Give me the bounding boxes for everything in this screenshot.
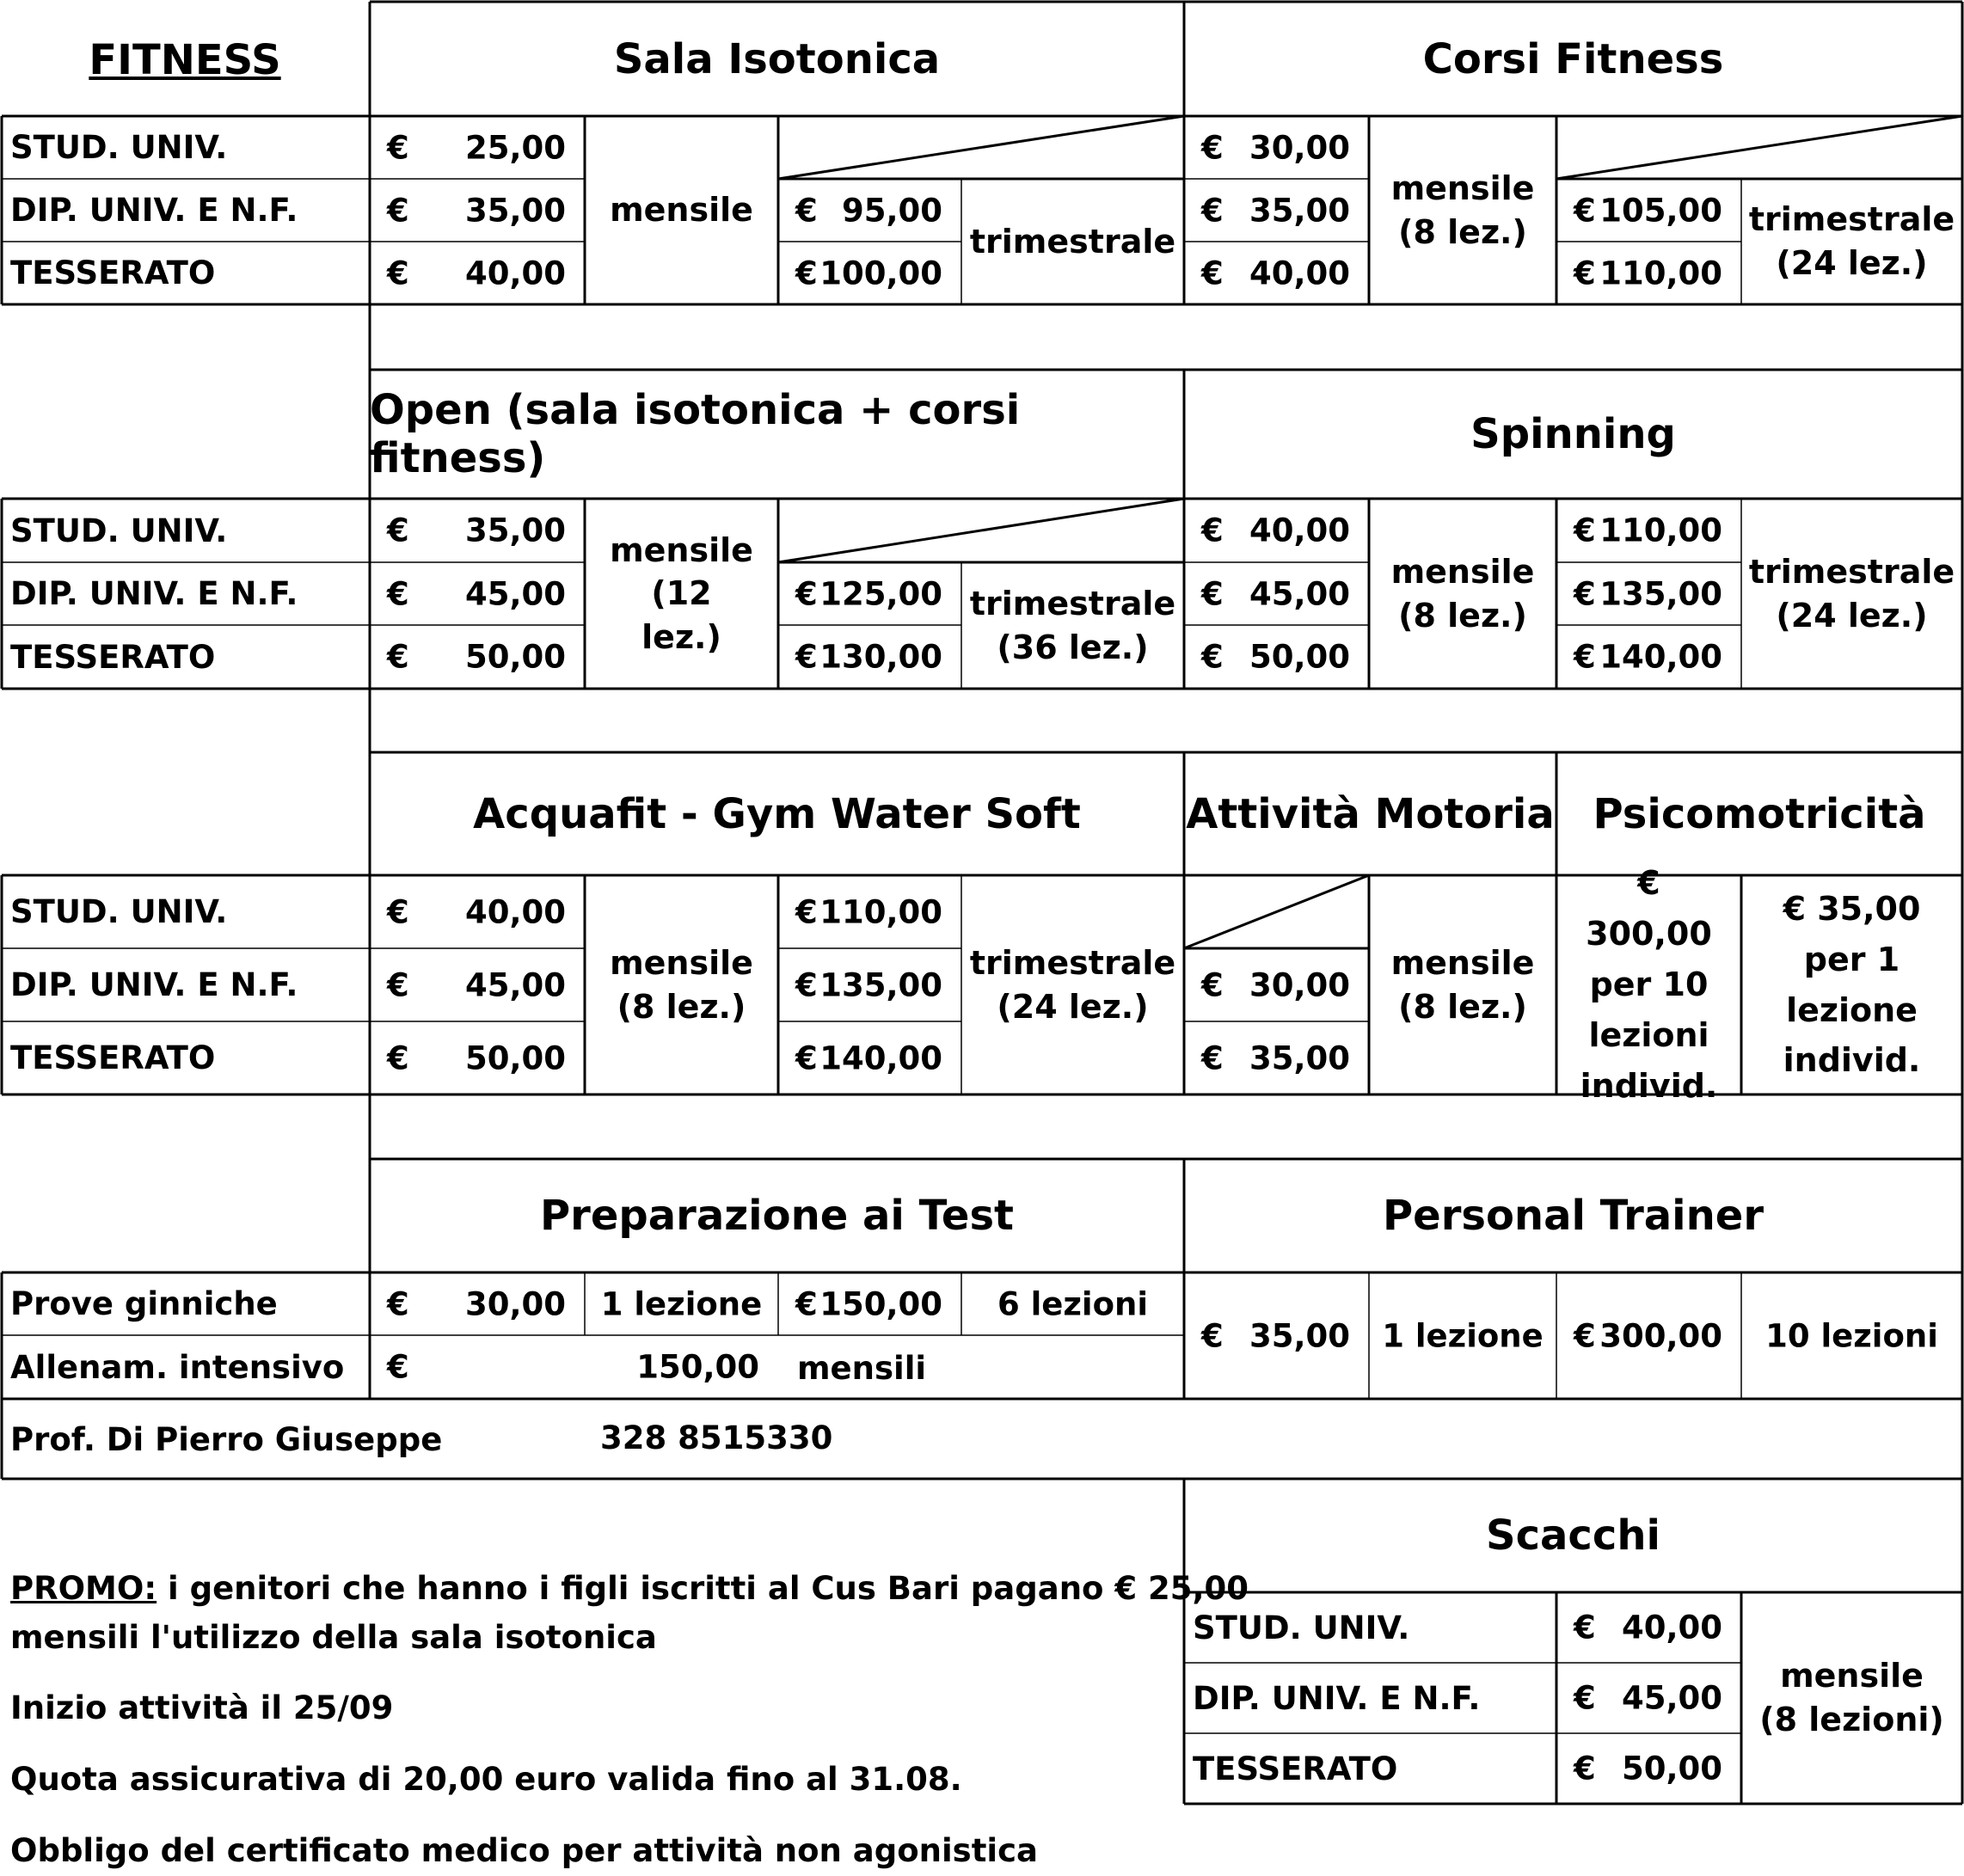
currency: € bbox=[387, 893, 409, 930]
currency: € bbox=[795, 192, 818, 229]
price-cell: € 35,00 bbox=[1201, 1317, 1350, 1354]
currency: € bbox=[1201, 192, 1224, 229]
currency: € bbox=[1574, 575, 1596, 612]
currency: € bbox=[1201, 1039, 1224, 1076]
period-label: mensile (8 lezioni) bbox=[1759, 1657, 1944, 1738]
currency: € bbox=[387, 575, 409, 612]
category-label: DIP. UNIV. E N.F. bbox=[1193, 1679, 1481, 1717]
price-cell: € 35,00 bbox=[1201, 192, 1350, 229]
price-cell: € 95,00 bbox=[795, 192, 942, 229]
currency: € bbox=[1201, 129, 1224, 166]
promo-note-line2: mensili l'utilizzo della sala isotonica bbox=[10, 1619, 657, 1656]
period-label: trimestrale (24 lez.) bbox=[969, 943, 1176, 1026]
header-preparazione: Preparazione ai Test bbox=[539, 1192, 1014, 1240]
price-cell: € 130,00 bbox=[795, 638, 942, 676]
price-cell: € 50,00 bbox=[1574, 1750, 1722, 1787]
start-note: Inizio attività il 25/09 bbox=[10, 1689, 394, 1726]
unit-cell: 6 lezioni bbox=[997, 1285, 1149, 1322]
price-cell: € 150,00 bbox=[387, 1348, 759, 1386]
psicomotricita-single: € 35,00 per 1 lezione individ. bbox=[1783, 889, 1921, 1080]
unit-cell: 1 lezione bbox=[1382, 1317, 1544, 1354]
price-cell: € 35,00 bbox=[387, 512, 566, 549]
period-label: mensile bbox=[610, 191, 753, 230]
psicomotricita-package: € 300,00 per 10 lezioni individ. bbox=[1580, 864, 1718, 1105]
price-cell: € 110,00 bbox=[1574, 254, 1722, 291]
row-label: Prove ginniche bbox=[10, 1285, 278, 1322]
promo-note: PROMO: i genitori che hanno i figli iscritti al Cus Bari pagano € 25,00 bbox=[10, 1570, 1249, 1607]
category-label: DIP. UNIV. E N.F. bbox=[10, 192, 298, 229]
currency: € bbox=[387, 1039, 409, 1076]
currency: € bbox=[387, 638, 409, 676]
currency: € bbox=[1574, 1750, 1596, 1787]
period-label: mensile (8 lez.) bbox=[1390, 169, 1535, 251]
price-cell: € 30,00 bbox=[387, 1285, 566, 1322]
currency: € bbox=[1574, 1317, 1596, 1354]
period-label: mensile (8 lez.) bbox=[1390, 552, 1535, 635]
category-label: STUD. UNIV. bbox=[10, 512, 228, 549]
header-open: Open (sala isotonica + corsi fitness) bbox=[370, 386, 1021, 482]
price-cell: € 40,00 bbox=[1201, 254, 1350, 291]
category-label: TESSERATO bbox=[10, 254, 216, 291]
price-cell: € 30,00 bbox=[1201, 966, 1350, 1003]
category-label: TESSERATO bbox=[10, 1039, 216, 1076]
medical-note: Obbligo del certificato medico per attività non agonistica bbox=[10, 1832, 1038, 1869]
currency: € bbox=[1574, 512, 1596, 549]
currency: € bbox=[1201, 575, 1224, 612]
currency: € bbox=[1574, 638, 1596, 676]
price-cell: € 35,00 bbox=[387, 192, 566, 229]
price-cell: € 110,00 bbox=[795, 893, 942, 930]
currency: € bbox=[1201, 638, 1224, 676]
category-label: DIP. UNIV. E N.F. bbox=[10, 966, 298, 1003]
price-cell: € 135,00 bbox=[1574, 575, 1722, 612]
price-cell: € 125,00 bbox=[795, 575, 942, 612]
currency: € bbox=[387, 966, 409, 1003]
currency: € bbox=[1574, 192, 1596, 229]
contact-phone: 328 8515330 bbox=[600, 1419, 833, 1456]
category-label: STUD. UNIV. bbox=[1193, 1609, 1410, 1646]
currency: € bbox=[795, 893, 818, 930]
price-cell: € 30,00 bbox=[1201, 129, 1350, 166]
category-label: STUD. UNIV. bbox=[10, 893, 228, 930]
currency: € bbox=[387, 254, 409, 291]
price-cell: € 300,00 bbox=[1574, 1317, 1722, 1354]
price-cell: € 50,00 bbox=[387, 1039, 566, 1076]
currency: € bbox=[795, 638, 818, 676]
currency: € bbox=[795, 254, 818, 291]
price-cell: € 40,00 bbox=[1201, 512, 1350, 549]
currency: € bbox=[1201, 512, 1224, 549]
header-sala-isotonica: Sala Isotonica bbox=[613, 34, 941, 83]
category-label: DIP. UNIV. E N.F. bbox=[10, 575, 298, 612]
category-label: TESSERATO bbox=[10, 638, 216, 676]
currency: € bbox=[1201, 254, 1224, 291]
period-label: mensile (8 lez.) bbox=[1390, 943, 1535, 1026]
currency: € bbox=[1201, 966, 1224, 1003]
category-label: STUD. UNIV. bbox=[10, 129, 228, 166]
row-label: Allenam. intensivo bbox=[10, 1348, 345, 1386]
currency: € bbox=[387, 1348, 409, 1386]
unit-cell: 10 lezioni bbox=[1765, 1317, 1938, 1354]
price-cell: € 105,00 bbox=[1574, 192, 1722, 229]
currency: € bbox=[1574, 254, 1596, 291]
price-cell: € 45,00 bbox=[1201, 575, 1350, 612]
header-corsi-fitness: Corsi Fitness bbox=[1422, 34, 1724, 83]
period-label: mensile (8 lez.) bbox=[610, 943, 753, 1026]
currency: € bbox=[1201, 1317, 1224, 1354]
header-personal-trainer: Personal Trainer bbox=[1382, 1192, 1765, 1240]
category-label: TESSERATO bbox=[1193, 1750, 1398, 1787]
currency: € bbox=[795, 966, 818, 1003]
currency: € bbox=[387, 192, 409, 229]
period-label: mensile (12 lez.) bbox=[610, 530, 753, 656]
price-cell: € 40,00 bbox=[387, 254, 566, 291]
period-label: trimestrale (36 lez.) bbox=[969, 584, 1176, 666]
header-attivita-motoria: Attività Motoria bbox=[1186, 789, 1555, 838]
currency: € bbox=[387, 129, 409, 166]
insurance-note: Quota assicurativa di 20,00 euro valida fino al 31.08. bbox=[10, 1761, 962, 1798]
header-psicomotricita: Psicomotricità bbox=[1593, 789, 1926, 838]
fitness-title: FITNESS bbox=[89, 36, 281, 84]
price-cell: € 25,00 bbox=[387, 129, 566, 166]
currency: € bbox=[1574, 1679, 1596, 1717]
price-cell: € 45,00 bbox=[387, 966, 566, 1003]
price-cell: € 140,00 bbox=[1574, 638, 1722, 676]
contact-name: Prof. Di Pierro Giuseppe bbox=[10, 1421, 443, 1458]
price-cell: € 35,00 bbox=[1201, 1039, 1350, 1076]
period-label: trimestrale bbox=[969, 222, 1176, 261]
price-cell: € 40,00 bbox=[1574, 1609, 1722, 1646]
price-cell: € 140,00 bbox=[795, 1039, 942, 1076]
price-cell: € 110,00 bbox=[1574, 512, 1722, 549]
price-cell: € 40,00 bbox=[387, 893, 566, 930]
price-cell: € 45,00 bbox=[1574, 1679, 1722, 1717]
price-cell: € 150,00 bbox=[795, 1285, 942, 1322]
header-spinning: Spinning bbox=[1470, 410, 1676, 458]
period-label: trimestrale (24 lez.) bbox=[1748, 552, 1955, 635]
currency: € bbox=[1574, 1609, 1596, 1646]
currency: € bbox=[795, 575, 818, 612]
price-cell: € 50,00 bbox=[387, 638, 566, 676]
currency: € bbox=[387, 512, 409, 549]
price-cell: € 45,00 bbox=[387, 575, 566, 612]
price-cell: € 50,00 bbox=[1201, 638, 1350, 676]
price-cell: € 100,00 bbox=[795, 254, 942, 291]
unit-cell: 1 lezione bbox=[600, 1285, 763, 1322]
currency: € bbox=[795, 1039, 818, 1076]
period-label: trimestrale (24 lez.) bbox=[1748, 200, 1955, 282]
currency: € bbox=[387, 1285, 409, 1322]
header-scacchi: Scacchi bbox=[1486, 1511, 1660, 1560]
price-cell: € 135,00 bbox=[795, 966, 942, 1003]
currency: € bbox=[795, 1285, 818, 1322]
unit-label: mensili bbox=[797, 1350, 927, 1387]
header-acquafit: Acquafit - Gym Water Soft bbox=[473, 789, 1081, 838]
